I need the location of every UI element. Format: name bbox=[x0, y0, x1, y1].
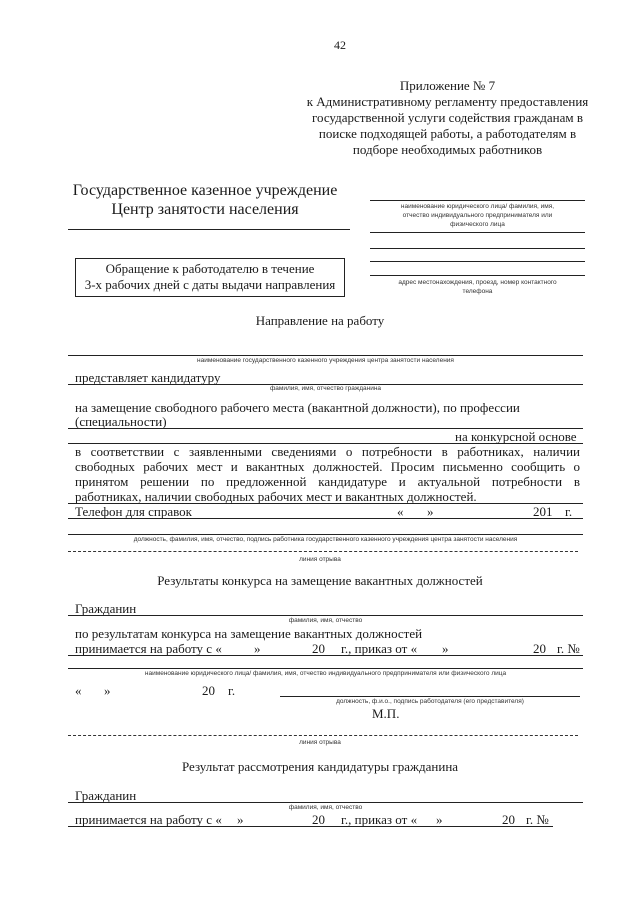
page-number: 42 bbox=[334, 38, 346, 52]
employer-line-3 bbox=[370, 248, 585, 249]
deadline-notice-line-1: Обращение к работодателю в течение bbox=[105, 261, 315, 276]
review-order-number-label: г. № bbox=[526, 812, 549, 827]
vacancy-line-2: (специальности) bbox=[75, 414, 167, 429]
request-paragraph-line-1: в соответствии с заявленными сведениями о потребности в работниках, наличии bbox=[75, 444, 580, 459]
center-name-caption: наименование государственного казенного учреждения центра занятости населения bbox=[197, 357, 454, 364]
competition-order-label: г., приказ от « bbox=[341, 641, 418, 656]
employer2-line bbox=[68, 668, 583, 669]
review-start-year: 20 bbox=[312, 812, 325, 827]
address-line-2 bbox=[370, 275, 585, 276]
review-order-year: 20 bbox=[502, 812, 515, 827]
competition-order-number-label: г. № bbox=[557, 641, 580, 656]
competition-results-title: Результаты конкурса на замещение вакантных должностей bbox=[157, 573, 483, 588]
address-caption-1: адрес местонахождения, проезд, номер контактного bbox=[398, 279, 557, 286]
center-name-line bbox=[68, 355, 583, 356]
competition-accepted-label: принимается на работу с « bbox=[75, 641, 222, 656]
competition-by-results: по результатам конкурса на замещение вакантных должностей bbox=[75, 626, 423, 641]
request-paragraph-line-2: свободных рабочих мест и вакантных должностей. Просим письменно сообщить о bbox=[75, 459, 580, 474]
employer-caption-3: физического лица bbox=[450, 221, 505, 228]
candidate-caption: фамилия, имя, отчество гражданина bbox=[269, 385, 382, 392]
review-start-close-quote: » bbox=[237, 812, 244, 827]
stamp-place: М.П. bbox=[372, 706, 400, 721]
competition-start-year: 20 bbox=[312, 641, 325, 656]
review-accepted-label: принимается на работу с « bbox=[75, 812, 222, 827]
address-caption-2: телефона bbox=[462, 288, 493, 295]
appendix-line-1: к Административному регламенту предоставления bbox=[306, 94, 589, 109]
vacancy-line-1: на замещение свободного рабочего места (вакантной должности), по профессии bbox=[75, 400, 520, 415]
employer-line-2 bbox=[370, 232, 585, 233]
date2-g: г. bbox=[228, 683, 236, 698]
competition-order-close-quote: » bbox=[442, 641, 449, 656]
cut-line-2-label: линия отрыва bbox=[299, 739, 341, 746]
competition-fio-line bbox=[68, 615, 583, 616]
phone-label: Телефон для справок bbox=[75, 504, 192, 519]
review-fio-line bbox=[68, 802, 583, 803]
represents-label: представляет кандидатуру bbox=[75, 370, 221, 385]
phone-date-close-quote: » bbox=[427, 504, 434, 519]
request-paragraph-line-3: принятом решении по предложенной кандидатуре и актуальной потребности в bbox=[75, 474, 580, 489]
competition-accepted-line bbox=[68, 655, 583, 656]
signer-caption: должность, ф.и.о., подпись работодателя (его представителя) bbox=[336, 698, 524, 705]
phone-underline bbox=[68, 518, 583, 519]
employer-caption-1: наименование юридического лица/ фамилия, имя, bbox=[400, 203, 555, 210]
appendix-title: Приложение № 7 bbox=[399, 78, 496, 93]
competition-start-close-quote: » bbox=[254, 641, 261, 656]
employer-caption-2: отчество индивидуального предпринимателя или bbox=[402, 212, 553, 219]
competition-order-year: 20 bbox=[533, 641, 546, 656]
org-name-line-2: Центр занятости населения bbox=[111, 201, 299, 218]
appendix-line-4: подборе необходимых работников bbox=[352, 142, 543, 157]
phone-date-g: г. bbox=[565, 504, 573, 519]
official-caption: должность, фамилия, имя, отчество, подпись работника государственного казенного учреждения центра занятости населения bbox=[133, 536, 518, 543]
appendix-line-3: поиске подходящей работы, а работодателям в bbox=[318, 126, 577, 141]
signer-line bbox=[280, 696, 580, 697]
request-paragraph-line-4: работниках, наличии свободных рабочих мест и вакантных должностей. bbox=[75, 489, 477, 504]
competition-fio-caption: фамилия, имя, отчество bbox=[288, 617, 363, 624]
cut-line-1-label: линия отрыва bbox=[299, 556, 341, 563]
employer2-caption: наименование юридического лица/ фамилия, имя, отчество индивидуального предпринимателя или физического лица bbox=[144, 670, 507, 677]
date2-open-quote: « bbox=[75, 683, 82, 698]
review-order-close-quote: » bbox=[436, 812, 443, 827]
review-fio-caption: фамилия, имя, отчество bbox=[288, 804, 363, 811]
deadline-notice-line-2: 3-х рабочих дней с даты выдачи направления bbox=[84, 277, 336, 292]
address-line-1 bbox=[370, 261, 585, 262]
date2-year: 20 bbox=[202, 683, 215, 698]
review-results-title: Результат рассмотрения кандидатуры гражданина bbox=[181, 759, 459, 774]
appendix-line-2: государственной услуги содействия гражданам в bbox=[311, 110, 584, 125]
cut-line-1 bbox=[68, 551, 578, 552]
competition-citizen-label: Гражданин bbox=[75, 601, 137, 616]
phone-date-year: 201 bbox=[533, 504, 553, 519]
review-accepted-line bbox=[68, 826, 553, 827]
phone-date-open-quote: « bbox=[397, 504, 404, 519]
org-underline bbox=[68, 229, 350, 230]
date2-close-quote: » bbox=[104, 683, 111, 698]
review-citizen-label: Гражданин bbox=[75, 788, 137, 803]
competitive-basis-label: на конкурсной основе bbox=[455, 429, 577, 444]
org-name-line-1: Государственное казенное учреждение bbox=[72, 182, 338, 199]
review-order-label: г., приказ от « bbox=[341, 812, 418, 827]
official-signature-line bbox=[68, 534, 583, 535]
employer-name-line bbox=[370, 200, 585, 201]
cut-line-2 bbox=[68, 735, 578, 736]
document-title: Направление на работу bbox=[255, 313, 385, 328]
